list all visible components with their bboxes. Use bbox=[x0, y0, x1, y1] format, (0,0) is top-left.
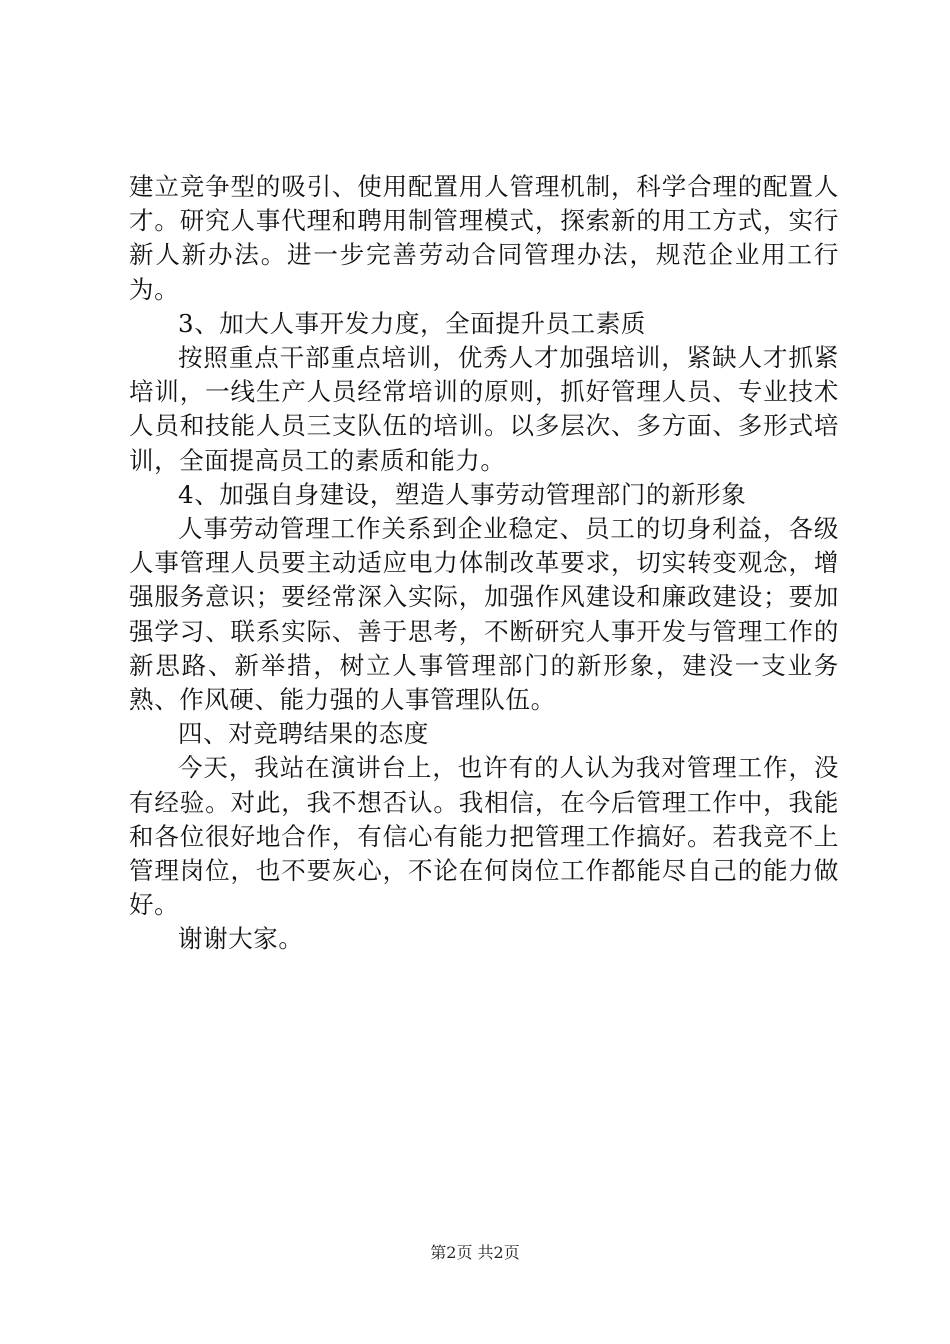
paragraph-hiring-mechanism: 建立竞争型的吸引、使用配置用人管理机制，科学合理的配置人才。研究人事代理和聘用制管理模式，探索新的用工方式，实行新人新办法。进一步完善劳动合同管理办法，规范企业用工行为。 bbox=[129, 172, 839, 304]
heading-hr-development: 3、加大人事开发力度，全面提升员工素质 bbox=[178, 308, 646, 338]
paragraph-training: 按照重点干部重点培训，优秀人才加强培训，紧缺人才抓紧培训，一线生产人员经常培训的原则，抓好管理人员、专业技术人员和技能人员三支队伍的培训。以多层次、多方面、多形式培训，全面提高员工的素质和能力。 bbox=[129, 343, 839, 475]
page-footer: 第2页 共2页 bbox=[430, 1243, 520, 1262]
paragraph-self-building: 人事劳动管理工作关系到企业稳定、员工的切身利益，各级人事管理人员要主动适应电力体制改革要求，切实转变观念，增强服务意识；要经常深入实际，加强作风建设和廉政建设；要加强学习、联系实际、善于思考，不断研究人事开发与管理工作的新思路、新举措，树立人事管理部门的新形象，建没一支业务熟、作风硬、能力强的人事管理队伍。 bbox=[129, 514, 839, 715]
closing-thanks: 谢谢大家。 bbox=[178, 924, 304, 954]
heading-attitude: 四、对竞聘结果的态度 bbox=[178, 719, 429, 749]
document-body bbox=[129, 170, 839, 957]
heading-self-building: 4、加强自身建设，塑造人事劳动管理部门的新形象 bbox=[178, 479, 747, 509]
paragraph-attitude: 今天，我站在演讲台上，也许有的人认为我对管理工作，没有经验。对此，我不想否认。我相信，在今后管理工作中，我能和各位很好地合作，有信心有能力把管理工作搞好。若我竞不上管理岗位，也不要灰心，不论在何岗位工作都能尽自己的能力做好。 bbox=[129, 753, 839, 920]
